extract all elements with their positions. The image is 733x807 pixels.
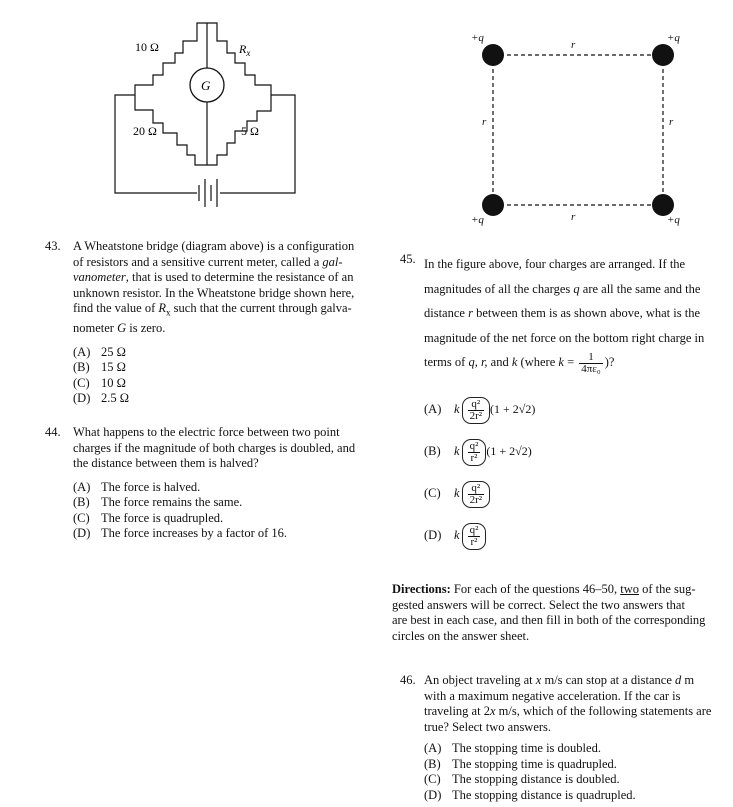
option-c[interactable]: (C) k $\frac{\text{q²}}{\text{2r²}}$ [424, 477, 664, 511]
question-45-answers [424, 393, 664, 553]
label-charge-br: +q [667, 214, 680, 226]
option-c[interactable]: (C) The stopping distance is doubled. [424, 772, 620, 786]
question-text: A Wheatstone bridge (diagram above) is a configuration of resistors and a sensitive current meter, called a gal- vanometer, that is used to determine the resistance of an unknown resistor. In the Wheatstone bridge shown here, find the value of $R_x$ such that the current through galva- nometer G is zero. [73, 239, 355, 335]
answer-options [424, 741, 728, 803]
label-r-left: r [482, 116, 487, 128]
question-44 [45, 425, 390, 542]
directions-label: Directions: [392, 582, 451, 596]
answer-options [73, 345, 375, 407]
option-d[interactable]: (D) The force increases by a factor of 16. [73, 526, 288, 540]
option-a[interactable]: (A) 25 Ω [73, 344, 126, 359]
answer-options [73, 480, 390, 542]
question-number: 46. [400, 673, 416, 687]
question-text: In the figure above, four charges are arranged. If the magnitudes of all the charges q are all the same and the distance r between them is as shown above, what is the magnitude of the net force on the bottom right charge in terms of q, r, and k (where k = $\frac{1}{\text{4πε₀}}$ )? [424, 257, 705, 375]
question-number: 43. [45, 239, 61, 253]
label-charge-tl: +q [471, 32, 484, 44]
charge-top-left [482, 44, 504, 66]
label-20-ohm: 20 Ω [133, 124, 157, 138]
k-constant-fraction: $\frac{1}{\text{4πε₀}}$ [581, 350, 601, 375]
question-46 [400, 673, 728, 803]
option-b[interactable]: (B) 15 Ω [73, 360, 126, 374]
option-b[interactable]: (B) The force remains the same. [73, 495, 243, 509]
label-charge-bl: +q [471, 214, 484, 226]
battery-icon [199, 179, 217, 207]
charge-top-right [652, 44, 674, 66]
question-text: An object traveling at x m/s can stop at a distance d m with a maximum negative acceleration. If the car is traveling at 2x m/s, which of the following statements are true? Select two answers. [424, 673, 712, 734]
charge-bottom-right [652, 194, 674, 216]
option-c[interactable]: (C) 10 Ω [73, 375, 126, 390]
wheatstone-bridge-diagram [95, 15, 315, 210]
label-r-right: r [669, 116, 674, 128]
label-charge-tr: +q [667, 32, 680, 44]
question-43 [45, 239, 375, 407]
option-d[interactable]: (D) 2.5 Ω [73, 391, 130, 405]
option-b[interactable]: (B) k $\frac{\text{q²}}{\text{r²}}$ (1 + 2√2) [424, 439, 532, 464]
option-d[interactable]: (D) The stopping distance is quadrupled. [424, 787, 636, 802]
resistor-5-ohm [207, 95, 271, 165]
option-b[interactable]: (B) The stopping time is quadrupled. [424, 756, 617, 771]
question-number: 45. [400, 252, 416, 266]
option-a[interactable]: (A) The stopping time is doubled. [424, 741, 601, 755]
four-charges-diagram [455, 25, 700, 230]
label-r-bottom: r [571, 211, 576, 223]
option-c[interactable]: (C) The force is quadrupled. [73, 510, 224, 525]
option-a[interactable]: (A) The force is halved. [73, 479, 201, 494]
label-10-ohm: 10 Ω [135, 40, 159, 54]
question-text: What happens to the electric force between two point charges if the magnitude of both charges is doubled, and the distance between them is halved? [73, 425, 356, 470]
question-number: 44. [45, 425, 61, 439]
label-r-top: r [571, 39, 576, 51]
label-rx: $R_x$ [239, 42, 251, 58]
label-5-ohm: 5 Ω [241, 124, 259, 138]
directions-block: Directions: For each of the questions 46–50, two of the sug- gested answers will be correct. Select the two answers that are best in each case, and then fill in both of the corresponding circles on the answer sheet. [392, 582, 706, 643]
galvanometer-label: G [201, 78, 211, 93]
question-45 [400, 252, 725, 375]
charge-bottom-left [482, 194, 504, 216]
option-a[interactable]: (A) k $\frac{\text{q²}}{\text{2r²}}$ (1 + 2√2) [424, 397, 536, 422]
option-d[interactable]: (D) k $\frac{\text{q²}}{\text{r²}}$ [424, 519, 664, 553]
